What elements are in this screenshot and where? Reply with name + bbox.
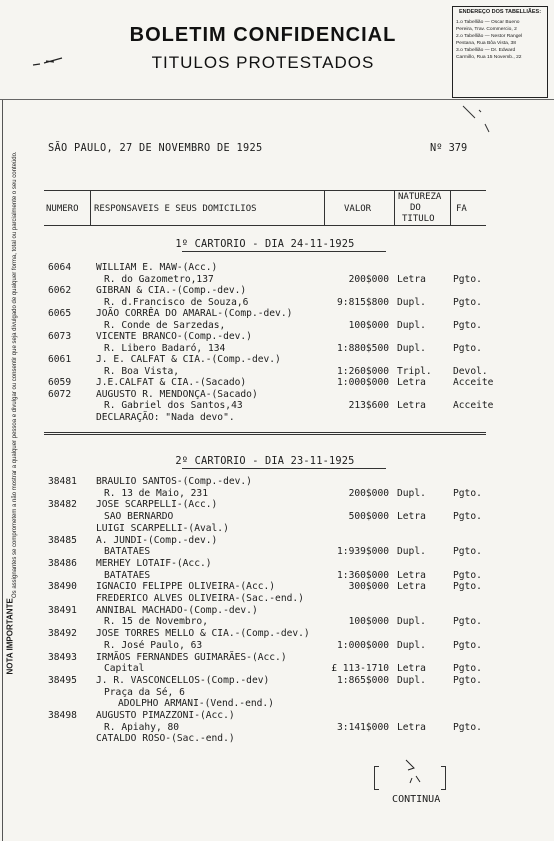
table-row (0, 546, 554, 557)
col-responsaveis: RESPONSAVEIS E SEUS DOMICILIOS (94, 204, 257, 214)
table-row (0, 400, 554, 411)
table-row (0, 535, 554, 546)
table-row (0, 605, 554, 616)
row-status: Pgto. (453, 721, 482, 733)
row-title-type: Letra (397, 511, 426, 523)
row-status: Devol. (453, 365, 488, 377)
row-party: ANNIBAL MACHADO-(Comp.-dev.) (96, 604, 258, 616)
table-row (0, 687, 554, 698)
table-row (0, 389, 554, 400)
row-number: 38498 (48, 710, 77, 721)
row-party: CATALDO ROSO-(Sac.-end.) (96, 733, 235, 745)
row-value: 200$000 (348, 487, 389, 499)
row-number: 38482 (48, 499, 77, 511)
row-address: BATATAES (104, 569, 151, 581)
row-address: Capital (104, 663, 145, 675)
row-title-type: Dupl. (397, 319, 426, 331)
row-address: R. d.Francisco de Souza,6 (104, 296, 249, 308)
row-status: Pgto. (453, 342, 482, 354)
row-status: Pgto. (453, 674, 482, 686)
row-title-type: Tripl. (397, 365, 432, 377)
row-number: 38492 (48, 628, 77, 640)
row-title-type: Dupl. (397, 487, 426, 499)
bulletin-number: Nº 379 (430, 142, 468, 154)
row-party: J. R. VASCONCELLOS-(Comp.-dev) (96, 674, 270, 686)
row-status: Pgto. (453, 616, 482, 628)
row-value: 1:865$000 (337, 674, 389, 686)
row-party: JOSE SCARPELLI-(Acc.) (96, 499, 218, 511)
row-number: 6059 (48, 377, 72, 388)
row-address: R. José Paulo, 63 (104, 639, 203, 651)
table-row (0, 488, 554, 499)
row-number: 38490 (48, 581, 77, 593)
col-divider (450, 191, 451, 225)
address-line: Carmillo, Rua 15 Novemb., 22 (456, 55, 522, 60)
row-number: 6072 (48, 388, 72, 400)
row-party: BRAULIO SANTOS-(Comp.-dev.) (96, 476, 252, 487)
row-party: IRMÃOS FERNANDES GUIMARÃES-(Acc.) (96, 651, 287, 663)
row-address: Praça da Sé, 6 (104, 686, 185, 698)
notary-address-box (452, 6, 548, 98)
bulletin-subtitle: TITULOS PROTESTADOS (151, 53, 375, 72)
row-party: A. JUNDI-(Comp.-dev.) (96, 534, 218, 546)
row-title-type: Letra (397, 663, 426, 675)
row-value: 1:880$500 (337, 342, 389, 354)
table-row (0, 511, 554, 522)
row-address: BATATAES (104, 546, 151, 558)
row-number: 6061 (48, 354, 72, 365)
row-party: MERHEY LOTAIF-(Acc.) (96, 557, 212, 569)
row-title-type: Dupl. (397, 546, 426, 558)
table-row (0, 343, 554, 354)
row-party: DECLARAÇÃO: "Nada devo". (96, 411, 235, 423)
address-line: 3.o Tabellião — Dr. Edward (456, 48, 516, 53)
row-number: 6062 (48, 285, 72, 296)
address-line: 2.o Tabellião — Nestor Rangel (456, 34, 523, 39)
table-row (0, 675, 554, 686)
continua-note (380, 772, 440, 816)
bracket-left (374, 766, 379, 790)
section-rule (44, 434, 486, 435)
row-title-type: Letra (397, 569, 426, 581)
section-heading-1: 1º CARTORIO - DIA 24-11-1925 (175, 238, 355, 250)
table-row (0, 412, 554, 423)
col-natureza-1: NATUREZA (398, 192, 442, 202)
place-date: SÃO PAULO, 27 DE NOVEMBRO DE 1925 (48, 142, 263, 154)
row-party: WILLIAM E. MAW-(Acc.) (96, 262, 218, 273)
table-row (0, 570, 554, 581)
col-divider (90, 191, 91, 225)
pen-mark-icon (32, 54, 66, 68)
row-number: 38495 (48, 674, 77, 686)
row-value: 1:360$000 (337, 569, 389, 581)
row-party: AUGUSTO R. MENDONÇA-(Sacado) (96, 388, 258, 400)
row-party: IGNACIO FELIPPE OLIVEIRA-(Acc.) (96, 581, 276, 593)
col-natureza-3: TITULO (402, 214, 435, 224)
row-status: Acceite (453, 400, 494, 411)
col-valor: VALOR (344, 204, 372, 214)
table-row (0, 722, 554, 733)
row-status: Pgto. (453, 296, 482, 308)
col-numero: NUMERO (46, 204, 79, 214)
row-value: 1:939$000 (337, 546, 389, 558)
row-status: Pgto. (453, 319, 482, 331)
row-value: 1:000$000 (337, 639, 389, 651)
row-status: Pgto. (453, 639, 482, 651)
row-title-type: Letra (397, 581, 426, 593)
bracket-right (441, 766, 446, 790)
row-value: 213$600 (348, 400, 389, 411)
col-divider (324, 191, 325, 225)
row-address: R. 15 de Novembro, (104, 616, 208, 628)
row-status: Pgto. (453, 546, 482, 558)
row-number: 6073 (48, 331, 72, 342)
row-value: £ 113-1710 (331, 663, 389, 675)
table-row (0, 297, 554, 308)
table-row (0, 628, 554, 639)
bulletin-title: BOLETIM CONFIDENCIAL (129, 24, 397, 46)
row-value: 9:815$800 (337, 296, 389, 308)
table-row (0, 698, 554, 709)
col-divider (394, 191, 395, 225)
row-value: 100$000 (348, 319, 389, 331)
table-row (0, 262, 554, 273)
address-line: 1.o Tabellião — Oscar Bueno (456, 20, 520, 25)
row-title-type: Dupl. (397, 674, 426, 686)
row-status: Pgto. (453, 511, 482, 523)
row-party: FREDERICO ALVES OLIVEIRA-(Sac.-end.) (96, 593, 304, 604)
table-row (0, 581, 554, 592)
row-address: R. do Gazometro,137 (104, 273, 214, 285)
row-status: Pgto. (453, 569, 482, 581)
confidentiality-note: Os assignantes se comprometem a não mostrar a qualquer pessoa e divulgar ou consentir que seja divulgado de qualquer forma, total ou parcialmente o seu conteúdo. (12, 151, 18, 598)
row-value: 1:260$000 (337, 365, 389, 377)
row-party: JOÃO CORRÊA DO AMARAL-(Comp.-dev.) (96, 308, 293, 319)
table-row (0, 499, 554, 510)
section-underline (182, 468, 386, 469)
table-row (0, 710, 554, 721)
row-title-type: Letra (397, 273, 426, 285)
column-header (44, 190, 486, 226)
row-number: 6064 (48, 262, 72, 273)
table-row (0, 616, 554, 627)
section-rule (44, 432, 486, 433)
row-address: R. 13 de Maio, 231 (104, 487, 208, 499)
table-row (0, 320, 554, 331)
table-row (0, 331, 554, 342)
row-address: R. Apiahy, 80 (104, 721, 180, 733)
table-row (0, 285, 554, 296)
table-row (0, 366, 554, 377)
table-row (0, 377, 554, 388)
table-row (0, 640, 554, 651)
table-row (0, 593, 554, 604)
table-row (0, 652, 554, 663)
row-party: AUGUSTO PIMAZZONI-(Acc.) (96, 710, 235, 721)
row-value: 200$000 (348, 273, 389, 285)
row-party: GIBRAN & CIA.-(Comp.-dev.) (96, 285, 247, 296)
col-fa: FA (456, 204, 467, 214)
table-row (0, 663, 554, 674)
row-value: 300$000 (348, 581, 389, 593)
row-value: 100$000 (348, 616, 389, 628)
row-party: J. E. CALFAT & CIA.-(Comp.-dev.) (96, 354, 281, 365)
row-party: VICENTE BRANCO-(Comp.-dev.) (96, 331, 252, 342)
row-address: SAO BERNARDO (104, 511, 174, 523)
table-row (0, 733, 554, 744)
row-status: Acceite (453, 377, 494, 388)
row-endorser: ADOLPHO ARMANI-(Vend.-end.) (118, 698, 274, 710)
table-row (0, 274, 554, 285)
row-number: 38491 (48, 604, 77, 616)
row-status: Pgto. (453, 273, 482, 285)
row-address: R. Conde de Sarzedas, (104, 319, 226, 331)
address-line: Pereira, Trav. Commercio, 2 (456, 27, 517, 32)
col-natureza-2: DO (410, 203, 421, 213)
header-rule (0, 99, 554, 100)
row-status: Pgto. (453, 663, 482, 675)
row-title-type: Letra (397, 377, 426, 388)
row-title-type: Dupl. (397, 616, 426, 628)
row-address: R. Boa Vista, (104, 365, 180, 377)
row-title-type: Dupl. (397, 296, 426, 308)
row-number: 6065 (48, 308, 72, 319)
section-heading-2: 2º CARTORIO - DIA 23-11-1925 (175, 455, 355, 467)
row-status: Pgto. (453, 487, 482, 499)
row-title-type: Dupl. (397, 639, 426, 651)
row-number: 38493 (48, 651, 77, 663)
scribble-mark-icon (455, 102, 495, 134)
continua-text: CONTINUA (392, 794, 441, 805)
address-line: Pestana, Rua Bôa Vista, 38 (456, 41, 516, 46)
row-status: Pgto. (453, 581, 482, 593)
row-address: R. Libero Badaró, 134 (104, 342, 226, 354)
table-row (0, 308, 554, 319)
row-title-type: Letra (397, 400, 426, 411)
table-row (0, 523, 554, 534)
row-number: 38481 (48, 476, 77, 487)
row-value: 1:000$000 (337, 377, 389, 388)
table-row (0, 476, 554, 487)
address-box-heading: ENDEREÇO DOS TABELLIÃES: (458, 9, 542, 15)
table-row (0, 354, 554, 365)
row-value: 500$000 (348, 511, 389, 523)
row-value: 3:141$000 (337, 721, 389, 733)
row-party: J.E.CALFAT & CIA.-(Sacado) (96, 377, 247, 388)
row-party: JOSE TORRES MELLO & CIA.-(Comp.-dev.) (96, 628, 310, 640)
section-underline (182, 251, 386, 252)
row-party: LUIGI SCARPELLI-(Aval.) (96, 522, 229, 534)
row-address: R. Gabriel dos Santos,43 (104, 400, 243, 411)
row-title-type: Dupl. (397, 342, 426, 354)
side-stamp: NOTA IMPORTANTE (5, 598, 15, 675)
row-number: 38486 (48, 557, 77, 569)
row-number: 38485 (48, 534, 77, 546)
row-title-type: Letra (397, 721, 426, 733)
table-row (0, 558, 554, 569)
